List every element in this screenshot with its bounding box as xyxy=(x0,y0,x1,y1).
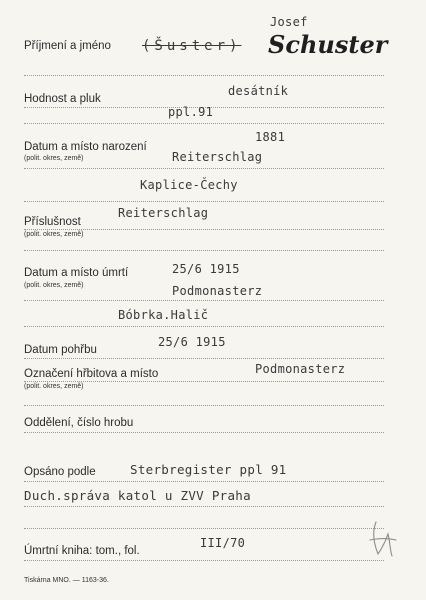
printer-footer: Tiskárna MNO. — 1163-36. xyxy=(24,577,109,584)
label-death: Datum a místo úmrtí xyxy=(24,267,129,279)
rule-birth-district xyxy=(24,201,384,202)
rule-domicile-2 xyxy=(24,250,384,251)
rule-domicile xyxy=(24,229,384,230)
value-source-1: Sterbregister ppl 91 xyxy=(130,462,287,477)
value-cemetery: Podmonasterz xyxy=(255,362,346,376)
label-burial-date: Datum pohřbu xyxy=(24,344,97,356)
rule-burial xyxy=(24,358,384,359)
value-rank: desátník xyxy=(228,84,289,98)
rule-birth xyxy=(24,168,384,169)
rule-cemetery-2 xyxy=(24,405,384,406)
rule-cemetery xyxy=(24,381,384,382)
rule-death xyxy=(24,300,384,301)
value-regiment: ppl.91 xyxy=(168,105,214,119)
pencil-initials-mark xyxy=(366,518,400,566)
rule-source-2 xyxy=(24,506,384,507)
value-domicile: Reiterschlag xyxy=(118,206,209,220)
label-death-sub: (polit. okres, země) xyxy=(24,282,84,289)
label-death-book: Úmrtní kniha: tom., fol. xyxy=(24,545,140,557)
rule-grave xyxy=(24,432,384,433)
value-source-2: Duch.správa katol u ZVV Praha xyxy=(24,488,251,503)
label-cemetery: Označení hřbitova a místo xyxy=(24,368,159,380)
value-death-book: III/70 xyxy=(200,536,246,550)
label-domicile-sub: (polit. okres, země) xyxy=(24,231,84,238)
label-grave: Oddělení, číslo hrobu xyxy=(24,417,134,429)
rule-copied-from xyxy=(24,481,384,482)
rule-blank xyxy=(24,528,384,529)
label-birth-sub: (polit. okres, země) xyxy=(24,155,84,162)
value-death-date: 25/6 1915 xyxy=(172,262,240,276)
label-cemetery-sub: (polit. okres, země) xyxy=(24,383,84,390)
value-first-name: Josef xyxy=(270,15,308,29)
label-rank: Hodnost a pluk xyxy=(24,93,101,105)
value-birth-year: 1881 xyxy=(255,130,286,144)
value-birth-place: Reiterschlag xyxy=(172,150,263,164)
label-domicile: Příslušnost xyxy=(24,216,81,228)
rule-regiment xyxy=(24,123,384,124)
value-burial-date: 25/6 1915 xyxy=(158,335,226,349)
rule-death-book xyxy=(24,560,384,561)
label-birth: Datum a místo narození xyxy=(24,141,147,153)
value-death-place: Podmonasterz xyxy=(172,284,263,298)
value-birth-district: Kaplice-Čechy xyxy=(140,178,238,192)
rule-name xyxy=(24,75,384,76)
label-name: Příjmení a jméno xyxy=(24,40,111,52)
rule-death-district xyxy=(24,326,384,327)
value-surname-struck: (Šuster) xyxy=(142,38,242,54)
value-surname-handwritten: Schuster xyxy=(268,30,388,59)
label-copied-from: Opsáno podle xyxy=(24,466,96,478)
value-death-district: Bóbrka.Halič xyxy=(118,308,209,322)
